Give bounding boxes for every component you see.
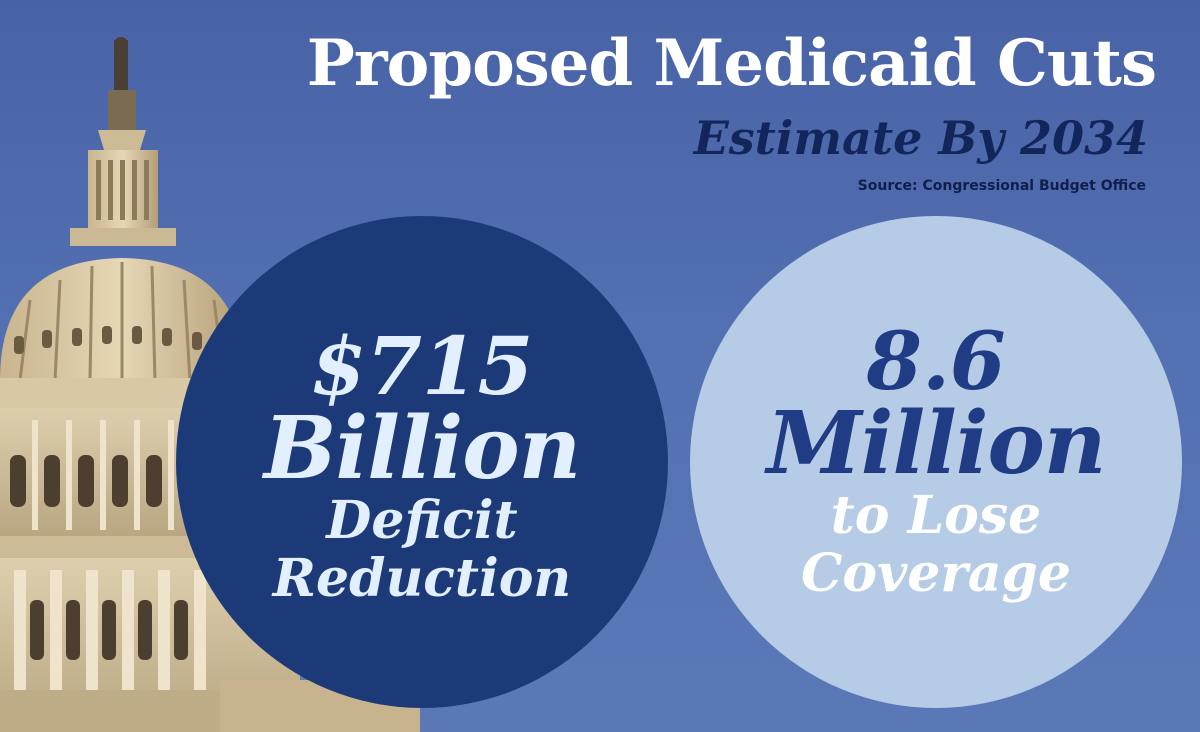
deficit-reduction-stat [176,216,668,708]
stat-caption-line1: to Lose [830,484,1042,546]
stat-unit: Million [766,392,1106,494]
stat-unit: Billion [263,397,581,499]
stat-figure: $715 [310,318,534,413]
stat-caption-line2: Coverage [801,543,1071,604]
stat-caption-line1: Deficit [326,489,518,551]
coverage-loss-stat [690,216,1182,708]
page-subtitle: Estimate By 2034 [693,111,1148,165]
stat-caption-line2: Reduction [272,548,572,609]
page-title: Proposed Medicaid Cuts [306,26,1156,101]
source-credit: Source: Congressional Budget Office [857,178,1146,194]
stat-figure: 8.6 [866,313,1006,408]
